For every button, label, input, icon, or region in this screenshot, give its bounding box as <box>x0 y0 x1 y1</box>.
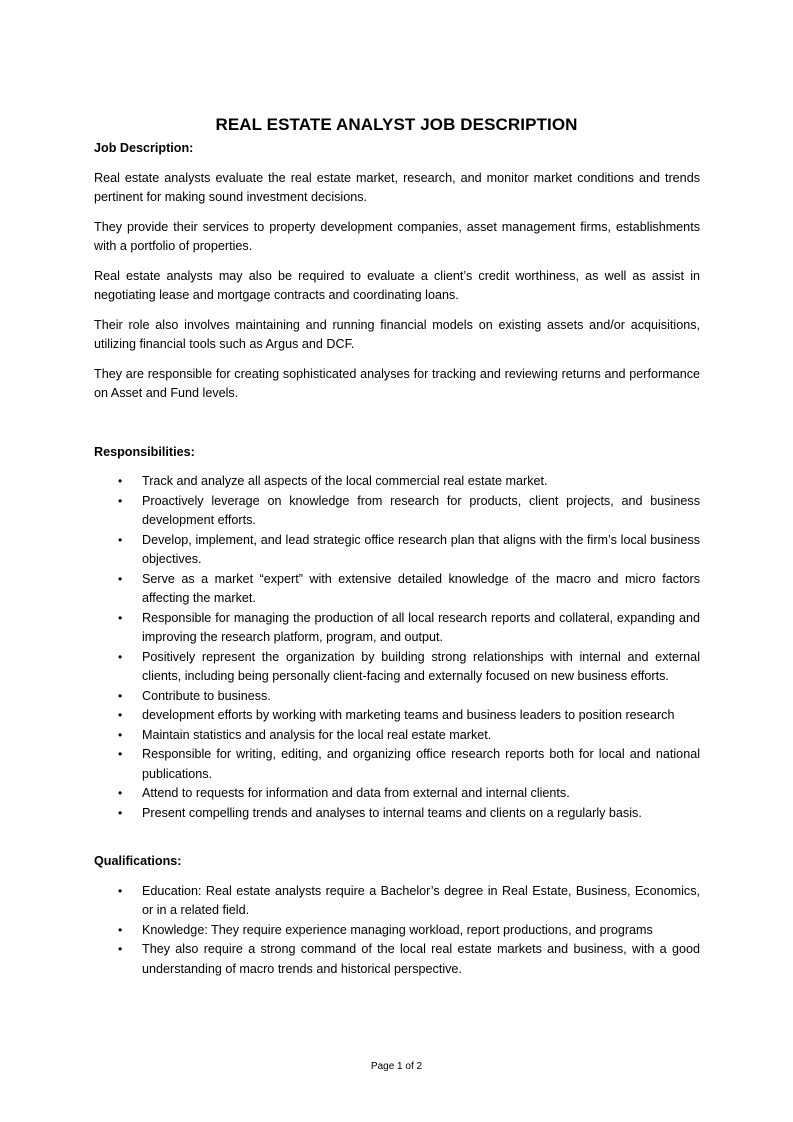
job-description-heading: Job Description: <box>94 141 194 155</box>
list-item <box>94 706 700 726</box>
list-item-text: They also require a strong command of the local real estate markets and business, with a good understanding of macro trends and historical perspective. <box>142 942 700 976</box>
bullet-icon: • <box>118 786 123 800</box>
list-item-text: development efforts by working with marketing teams and business leaders to position research <box>142 708 675 722</box>
job-description-paragraph: Real estate analysts may also be required to evaluate a client’s credit worthiness, as well as assist in negotiating lease and mortgage contracts and coordinating loans. <box>94 268 700 302</box>
qualifications-heading: Qualifications: <box>94 854 182 868</box>
list-item-text: Maintain statistics and analysis for the local real estate market. <box>142 727 492 742</box>
bullet-icon: • <box>118 649 123 664</box>
list-item-text: Positively represent the organization by building strong relationships with internal and external clients, including being personally client-facing and externally focused on new business efforts. <box>142 649 700 683</box>
job-description-paragraph: Their role also involves maintaining and running financial models on existing assets and/or acquisitions, utilizing financial tools such as Argus and DCF. <box>94 317 700 351</box>
list-item <box>94 726 700 746</box>
responsibilities-list <box>94 472 700 823</box>
list-item-text: Responsible for managing the production of all local research reports and collateral, expanding and improving the research platform, program, and output. <box>142 610 700 644</box>
list-item-text: Knowledge: They require experience managing workload, report productions, and programs <box>142 922 653 937</box>
bullet-icon: • <box>118 942 123 956</box>
list-item <box>94 492 700 531</box>
list-item <box>94 609 700 648</box>
bullet-icon: • <box>118 493 123 508</box>
job-description-paragraph: They are responsible for creating sophisticated analyses for tracking and reviewing returns and performance on Asset and Fund levels. <box>94 366 700 400</box>
list-item <box>94 687 700 707</box>
job-description-section <box>94 169 700 404</box>
list-item <box>94 648 700 687</box>
list-item-text: Track and analyze all aspects of the local commercial real estate market. <box>142 474 548 488</box>
document-title: REAL ESTATE ANALYST JOB DESCRIPTION <box>215 115 578 134</box>
list-item-text: Proactively leverage on knowledge from research for products, client projects, and business development efforts. <box>142 493 700 527</box>
list-item <box>94 472 700 492</box>
bullet-icon: • <box>118 610 123 625</box>
bullet-icon: • <box>118 747 123 761</box>
document-body <box>94 139 700 979</box>
list-item-text: Present compelling trends and analyses to internal teams and clients on a regularly basis. <box>142 805 642 820</box>
job-description-paragraph: They provide their services to property development companies, asset management firms, establishments with a portfolio of properties. <box>94 219 700 253</box>
list-item-text: Responsible for writing, editing, and organizing office research reports both for local and national publications. <box>142 747 700 781</box>
qualifications-list <box>94 882 700 980</box>
bullet-icon: • <box>118 532 123 547</box>
list-item <box>94 784 700 804</box>
bullet-icon: • <box>118 727 123 742</box>
list-item-text: Education: Real estate analysts require a Bachelor’s degree in Real Estate, Business, Economics, or in a related field. <box>142 883 700 917</box>
bullet-icon: • <box>118 922 123 937</box>
bullet-icon: • <box>118 883 123 898</box>
list-item <box>94 804 700 824</box>
page-number: Page 1 of 2 <box>370 1061 423 1072</box>
job-description-paragraph: Real estate analysts evaluate the real estate market, research, and monitor market conditions and trends pertinent for making sound investment decisions. <box>94 170 700 204</box>
list-item-text: Develop, implement, and lead strategic office research plan that aligns with the firm’s local business objectives. <box>142 532 700 566</box>
list-item <box>94 570 700 609</box>
bullet-icon: • <box>118 571 123 586</box>
list-item <box>94 882 700 921</box>
list-item-text: Serve as a market “expert” with extensive detailed knowledge of the macro and micro factors affecting the market. <box>142 571 700 605</box>
bullet-icon: • <box>118 805 123 820</box>
list-item-text: Attend to requests for information and data from external and internal clients. <box>142 786 570 800</box>
bullet-icon: • <box>118 474 123 488</box>
bullet-icon: • <box>118 708 123 722</box>
responsibilities-heading: Responsibilities: <box>94 444 195 459</box>
list-item <box>94 745 700 784</box>
list-item <box>94 940 700 979</box>
bullet-icon: • <box>118 688 123 703</box>
list-item <box>94 921 700 941</box>
list-item <box>94 531 700 570</box>
list-item-text: Contribute to business. <box>142 688 271 703</box>
